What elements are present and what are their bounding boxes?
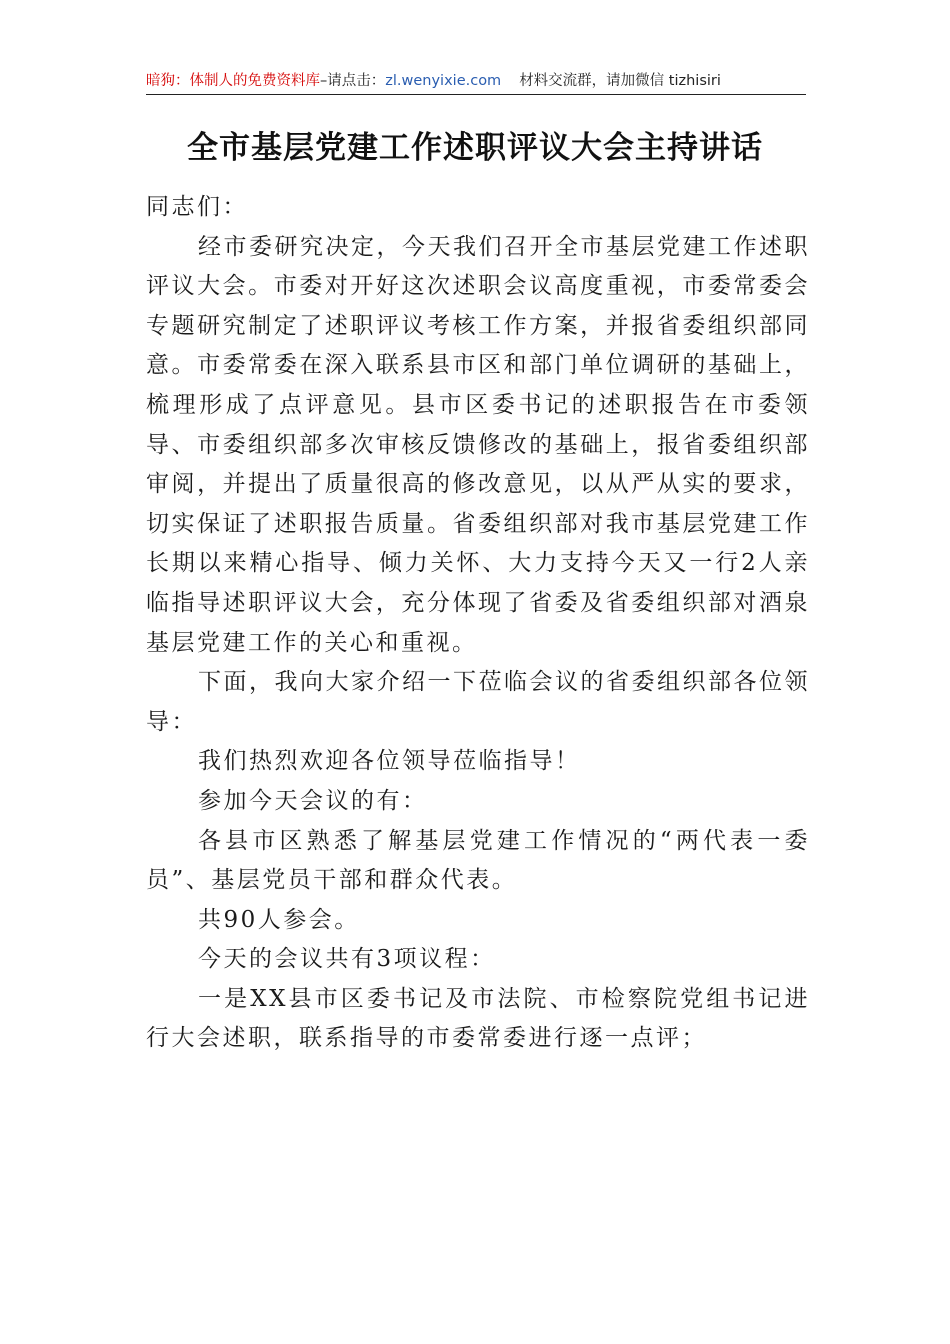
paragraph: 各县市区熟悉了解基层党建工作情况的“两代表一委员”、基层党员干部和群众代表。 (146, 827, 810, 894)
header-contact: 材料交流群，请加微信 tizhisiri (519, 73, 721, 89)
salutation: 同志们： (146, 194, 248, 220)
paragraph: 下面，我向大家介绍一下莅临会议的省委组织部各位领导： (146, 669, 810, 735)
paragraph: 参加今天会议的有： (198, 787, 428, 814)
document-body (146, 188, 810, 1059)
header-url-link[interactable]: zl.wenyixie.com (385, 73, 502, 89)
document-title: 全市基层党建工作述职评议大会主持讲话 (187, 130, 763, 166)
header-site-label: 暗狗：体制人的免费资料库 (146, 73, 320, 89)
paragraph: 我们热烈欢迎各位领导莅临指导！ (198, 748, 581, 775)
paragraph: 经市委研究决定，今天我们召开全市基层党建工作述职评议大会。市委对开好这次述职会议高度重视，市委常委会专题研究制定了述职评议考核工作方案，并报省委组织部同意。市委常委在深入联系县市区和部门单位调研的基础上，梳理形成了点评意见。县市区委书记的述职报告在市委领导、市委组织部多次审核反馈修改的基础上，报省委组织部审阅，并提出了质量很高的修改意见，以从严从实的要求，切实保证了述职报告质量。省委组织部对我市基层党建工作长期以来精心指导、倾力关怀、大力支持今天又一行2人亲临指导述职评议大会，充分体现了省委及省委组织部对酒泉基层党建工作的关心和重视。 (146, 233, 810, 656)
paragraph: 一是XX县市区委书记及市法院、市检察院党组书记进行大会述职，联系指导的市委常委进行逐一点评； (146, 985, 810, 1052)
paragraph: 今天的会议共有3项议程： (198, 946, 496, 973)
paragraph: 共90人参会。 (198, 906, 360, 933)
page-header (146, 68, 806, 95)
header-click-label: –请点击： (320, 73, 386, 89)
